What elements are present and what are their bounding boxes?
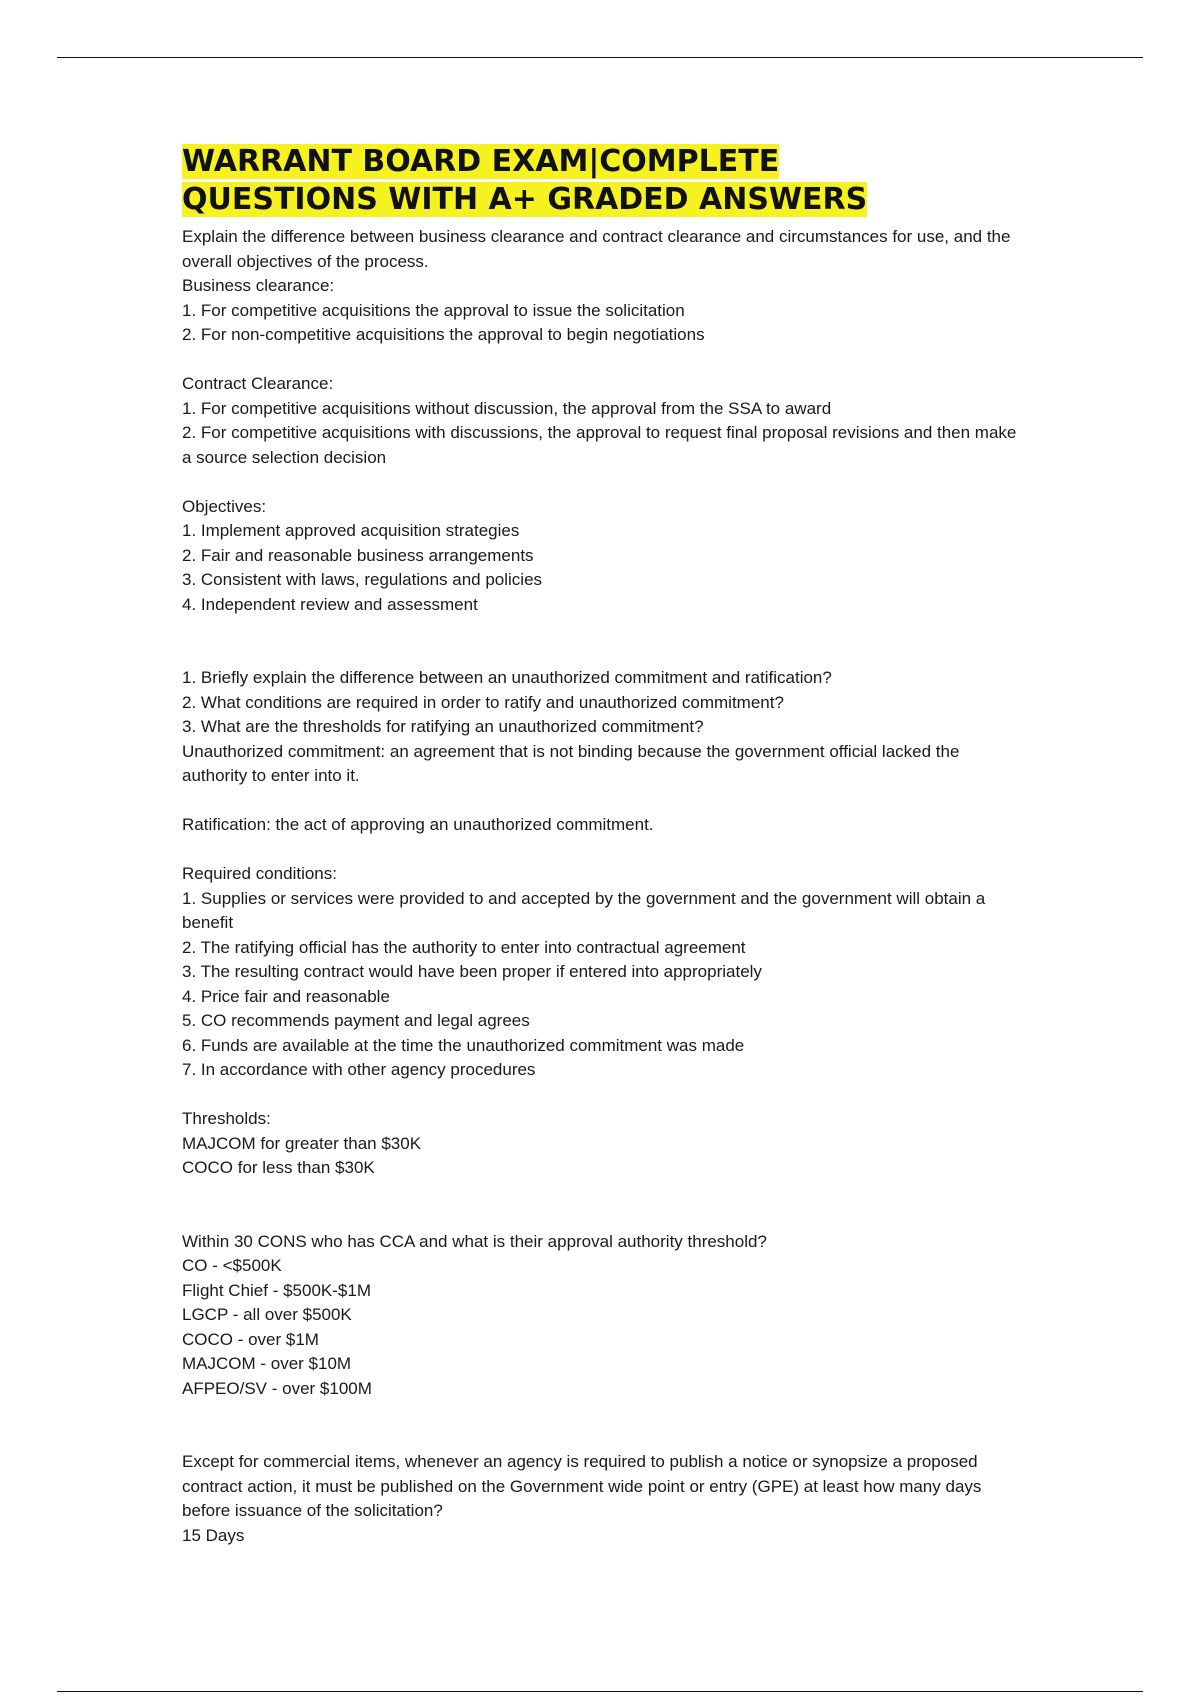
- question-text: 1. Briefly explain the difference between an unauthorized commitment and ratification?: [182, 668, 832, 687]
- list-item: 6. Funds are available at the time the unauthorized commitment was made: [182, 1035, 745, 1055]
- list-item: 5. CO recommends payment and legal agrees: [182, 1011, 530, 1030]
- section-clearance: [182, 225, 1022, 617]
- required-conditions-heading: Required conditions:: [182, 864, 337, 883]
- list-item: 3. Consistent with laws, regulations and policies: [182, 570, 543, 589]
- list-item: MAJCOM - over $10M: [182, 1354, 352, 1373]
- title-line-1: WARRANT BOARD EXAM|COMPLETE: [182, 144, 780, 179]
- document-body: [182, 143, 1022, 1548]
- list-item: AFPEO/SV - over $100M: [182, 1378, 372, 1398]
- contract-clearance-heading: Contract Clearance:: [182, 374, 334, 393]
- title-line-2: QUESTIONS WITH A+ GRADED ANSWERS: [182, 182, 868, 217]
- list-item: 1. Implement approved acquisition strategies: [182, 521, 520, 540]
- unauthorized-definition: Unauthorized commitment: an agreement that is not binding because the government official lacked the authority to enter into it.: [182, 741, 965, 785]
- question-text: 2. What conditions are required in order to ratify and unauthorized commitment?: [182, 692, 784, 712]
- list-item: 4. Independent review and assessment: [182, 594, 478, 614]
- section-gpe-notice: [182, 1450, 1022, 1548]
- question-text: 3. What are the thresholds for ratifying an unauthorized commitment?: [182, 717, 704, 736]
- question-text: Except for commercial items, whenever an agency is required to publish a notice or synopsize a proposed contract action, it must be published on the Government wide point or entry (GPE) at least how many days before issuance of the solicitation?: [182, 1452, 987, 1520]
- list-item: 1. For competitive acquisitions the approval to issue the solicitation: [182, 300, 685, 320]
- question-text: Explain the difference between business clearance and contract clearance and circumstances for use, and the overall objectives of the process.: [182, 227, 1016, 271]
- list-item: 2. For competitive acquisitions with discussions, the approval to request final proposal revisions and then make a source selection decision: [182, 423, 1022, 467]
- list-item: 2. The ratifying official has the authority to enter into contractual agreement: [182, 937, 746, 957]
- thresholds-heading: Thresholds:: [182, 1109, 271, 1128]
- list-item: CO - <$500K: [182, 1256, 282, 1275]
- list-item: Flight Chief - $500K-$1M: [182, 1280, 371, 1300]
- document-title: [182, 143, 1022, 219]
- answer-text: 15 Days: [182, 1525, 245, 1545]
- ratification-definition: Ratification: the act of approving an unauthorized commitment.: [182, 815, 654, 834]
- list-item: 2. Fair and reasonable business arrangements: [182, 545, 534, 565]
- list-item: 1. For competitive acquisitions without discussion, the approval from the SSA to award: [182, 398, 832, 418]
- list-item: LGCP - all over $500K: [182, 1305, 352, 1324]
- list-item: 3. The resulting contract would have been proper if entered into appropriately: [182, 962, 762, 981]
- section-cca-thresholds: [182, 1230, 1022, 1402]
- question-text: Within 30 CONS who has CCA and what is their approval authority threshold?: [182, 1231, 767, 1251]
- bottom-rule: [57, 1691, 1143, 1692]
- list-item: 4. Price fair and reasonable: [182, 986, 390, 1006]
- list-item: COCO for less than $30K: [182, 1158, 375, 1177]
- business-clearance-heading: Business clearance:: [182, 276, 335, 295]
- section-ratification: [182, 666, 1022, 1181]
- list-item: MAJCOM for greater than $30K: [182, 1133, 422, 1153]
- list-item: COCO - over $1M: [182, 1329, 319, 1349]
- list-item: 2. For non-competitive acquisitions the approval to begin negotiations: [182, 325, 705, 344]
- list-item: 7. In accordance with other agency procedures: [182, 1060, 536, 1079]
- objectives-heading: Objectives:: [182, 496, 267, 516]
- list-item: 1. Supplies or services were provided to and accepted by the government and the government will obtain a benefit: [182, 888, 990, 932]
- top-rule: [57, 57, 1143, 58]
